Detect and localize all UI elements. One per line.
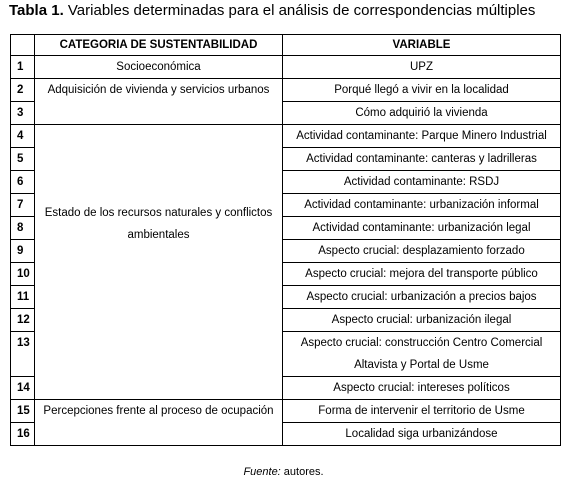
row-number: 12	[11, 309, 35, 332]
row-number: 14	[11, 377, 35, 400]
row-number: 6	[11, 171, 35, 194]
row-number: 4	[11, 125, 35, 148]
variable-cell: Localidad siga urbanizándose	[283, 423, 561, 446]
variable-cell: Aspecto crucial: mejora del transporte público	[283, 263, 561, 286]
header-number	[11, 35, 35, 56]
table-row	[11, 79, 561, 102]
variable-cell: UPZ	[283, 56, 561, 79]
table-row	[11, 400, 561, 423]
variable-cell: Actividad contaminante: Parque Minero Industrial	[283, 125, 561, 148]
row-number: 3	[11, 102, 35, 125]
row-number: 15	[11, 400, 35, 423]
category-cell: Estado de los recursos naturales y conflictos ambientales	[35, 125, 283, 400]
variable-cell: Porqué llegó a vivir en la localidad	[283, 79, 561, 102]
row-number: 2	[11, 79, 35, 102]
variable-cell: Aspecto crucial: desplazamiento forzado	[283, 240, 561, 263]
source-footnote	[0, 466, 567, 478]
table-header-row	[11, 35, 561, 56]
row-number: 11	[11, 286, 35, 309]
table-title-label: Tabla 1.	[9, 2, 64, 19]
variable-cell: Actividad contaminante: urbanización informal	[283, 194, 561, 217]
category-cell: Percepciones frente al proceso de ocupación	[35, 400, 283, 446]
table-title-text: Variables determinadas para el análisis de correspondencias múltiples	[63, 2, 536, 19]
variable-cell: Aspecto crucial: urbanización a precios bajos	[283, 286, 561, 309]
table-row	[11, 125, 561, 148]
variable-cell: Aspecto crucial: construcción Centro Comercial Altavista y Portal de Usme	[283, 332, 561, 377]
variable-cell: Forma de intervenir el territorio de Usme	[283, 400, 561, 423]
row-number: 7	[11, 194, 35, 217]
row-number: 9	[11, 240, 35, 263]
header-category: CATEGORIA DE SUSTENTABILIDAD	[35, 35, 283, 56]
variable-cell: Aspecto crucial: intereses políticos	[283, 377, 561, 400]
variables-table	[10, 34, 561, 446]
row-number: 10	[11, 263, 35, 286]
row-number: 1	[11, 56, 35, 79]
table-row	[11, 56, 561, 79]
variable-cell: Cómo adquirió la vivienda	[283, 102, 561, 125]
variable-cell: Actividad contaminante: RSDJ	[283, 171, 561, 194]
source-label: Fuente:	[243, 466, 281, 478]
row-number: 8	[11, 217, 35, 240]
header-variable: VARIABLE	[283, 35, 561, 56]
variable-cell: Actividad contaminante: canteras y ladrilleras	[283, 148, 561, 171]
source-text: autores.	[280, 466, 324, 478]
variable-cell: Aspecto crucial: urbanización ilegal	[283, 309, 561, 332]
row-number: 5	[11, 148, 35, 171]
row-number: 16	[11, 423, 35, 446]
table-title	[9, 2, 535, 19]
row-number: 13	[11, 332, 35, 377]
category-cell: Socioeconómica	[35, 56, 283, 79]
variable-cell: Actividad contaminante: urbanización legal	[283, 217, 561, 240]
category-cell: Adquisición de vivienda y servicios urbanos	[35, 79, 283, 125]
